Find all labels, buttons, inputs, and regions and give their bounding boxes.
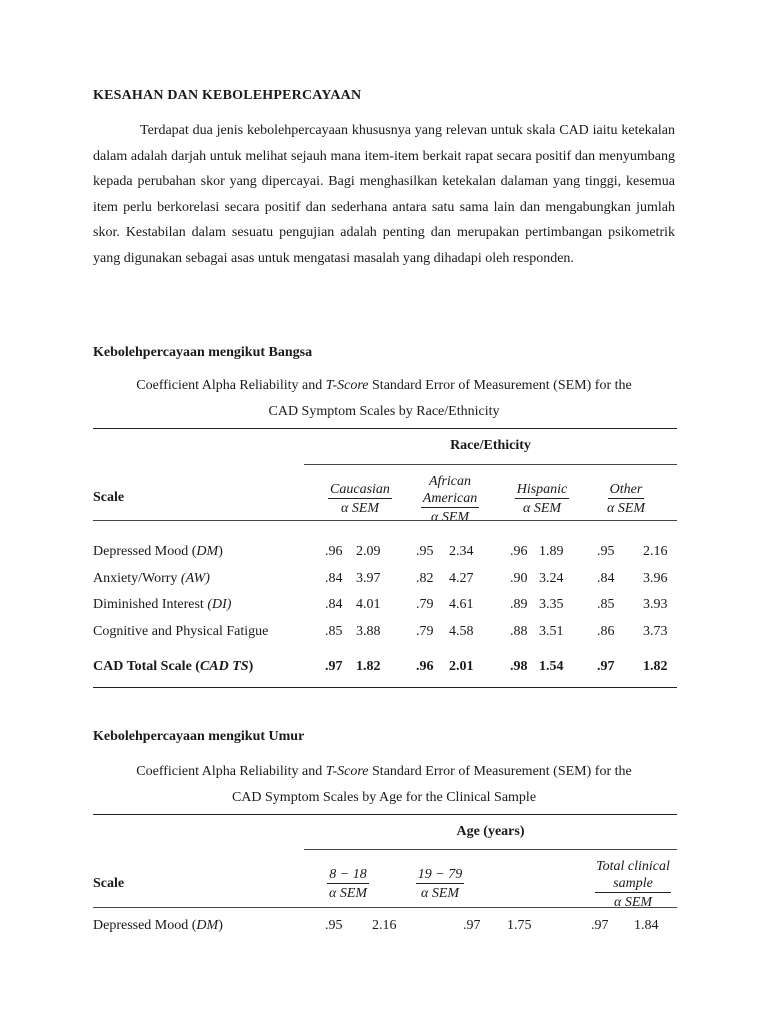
table-cell: .95 [416, 544, 434, 559]
table-cell: 2.16 [372, 918, 397, 933]
table-cell: 1.82 [643, 659, 668, 674]
table-cell: 1.84 [634, 918, 659, 933]
table-cell: 1.54 [539, 659, 564, 674]
table-caption-race: Coefficient Alpha Reliability and T-Score Standard Error of Measurement (SEM) for the CAD Symptom Scales by Race/Ethnicity [136, 378, 632, 419]
table-cell: 3.24 [539, 571, 564, 586]
table-cell: .96 [416, 659, 434, 674]
table-caption-age: Coefficient Alpha Reliability and T-Score Standard Error of Measurement (SEM) for the CAD Symptom Scales by Age for the Clinical Sample [136, 764, 632, 805]
group-header-rule [304, 464, 677, 465]
table-cell: 1.82 [356, 659, 381, 674]
table-cell: .95 [597, 544, 615, 559]
row-label: Cognitive and Physical Fatigue [93, 624, 269, 639]
table-cell: 4.27 [449, 571, 474, 586]
total-row-label: CAD Total Scale (CAD TS) [93, 659, 254, 674]
table-cell: .97 [463, 918, 481, 933]
table-cell: .85 [325, 624, 343, 639]
table-cell: 1.89 [539, 544, 564, 559]
table-cell: .98 [510, 659, 528, 674]
table-cell: 2.34 [449, 544, 474, 559]
table-cell: .86 [597, 624, 615, 639]
table-top-rule [93, 814, 677, 815]
table-cell: .95 [325, 918, 343, 933]
table-cell: 2.16 [643, 544, 668, 559]
table-cell: .79 [416, 624, 434, 639]
column-header-african-american: African American α SEM [422, 474, 478, 525]
table-cell: .84 [325, 571, 343, 586]
section-title-age: Kebolehpercayaan mengikut Umur [93, 729, 305, 744]
header-bottom-rule [93, 907, 677, 908]
group-header-race: Race/Ethicity [450, 438, 531, 453]
table-cell: .84 [325, 597, 343, 612]
table-cell: .97 [597, 659, 615, 674]
body-paragraph [93, 118, 675, 271]
table-cell: .89 [510, 597, 528, 612]
table-cell: .96 [510, 544, 528, 559]
row-label: Depressed Mood (DM) [93, 918, 223, 933]
paragraph-text: Terdapat dua jenis kebolehpercayaan khususnya yang relevan untuk skala CAD iaitu ketekalan dalam adalah darjah untuk melihat sejauh mana item-item berkait rapat secara positif dan menyumbang kepada perubahan skor yang dipercayai. Bagi menghasilkan ketekalan dalaman yang tinggi, kesemua item perlu berkorelasi secara positif dan sederhana antara satu sama lain dan mengabungkan jumlah skor. Kestabilan dalam sesuatu pengujian adalah penting dan merupakan pertimbangan psikometrik yang digunakan sebagai asas untuk mengatasi masalah yang dihadapi oleh responden. [93, 123, 675, 266]
table-cell: 4.01 [356, 597, 381, 612]
table-bottom-rule [93, 687, 677, 688]
table-cell: 3.96 [643, 571, 668, 586]
table-cell: 2.01 [449, 659, 474, 674]
table-cell: .97 [591, 918, 609, 933]
table-cell: 3.51 [539, 624, 564, 639]
group-header-age: Age (years) [456, 824, 525, 839]
column-header-other: Other α SEM [606, 482, 646, 516]
group-header-rule [304, 849, 677, 850]
document-heading: KESAHAN DAN KEBOLEHPERCAYAAN [93, 88, 362, 103]
scale-header: Scale [93, 490, 125, 505]
table-cell: 3.73 [643, 624, 668, 639]
table-cell: .79 [416, 597, 434, 612]
table-cell: .82 [416, 571, 434, 586]
scale-header: Scale [93, 876, 125, 891]
header-bottom-rule [93, 520, 677, 521]
table-cell: 3.88 [356, 624, 381, 639]
table-cell: 3.93 [643, 597, 668, 612]
table-top-rule [93, 428, 677, 429]
table-cell: .88 [510, 624, 528, 639]
table-cell: 3.97 [356, 571, 381, 586]
section-title-race: Kebolehpercayaan mengikut Bangsa [93, 345, 313, 360]
column-header-caucasian: Caucasian α SEM [330, 482, 390, 516]
table-cell: .96 [325, 544, 343, 559]
table-cell: .97 [325, 659, 343, 674]
table-cell: 4.58 [449, 624, 474, 639]
row-label: Depressed Mood (DM) [93, 544, 223, 559]
table-cell: .85 [597, 597, 615, 612]
row-label: Diminished Interest (DI) [93, 597, 232, 612]
table-cell: 4.61 [449, 597, 474, 612]
table-cell: .84 [597, 571, 615, 586]
table-cell: 2.09 [356, 544, 381, 559]
table-cell: 3.35 [539, 597, 564, 612]
column-header-19-79: 19 − 79 α SEM [417, 867, 463, 901]
table-cell: .90 [510, 571, 528, 586]
column-header-8-18: 8 − 18 α SEM [328, 867, 368, 901]
table-cell: 1.75 [507, 918, 532, 933]
row-label: Anxiety/Worry (AW) [93, 571, 210, 586]
column-header-hispanic: Hispanic α SEM [516, 482, 568, 516]
column-header-total-clinical: Total clinical sample α SEM [596, 859, 670, 910]
